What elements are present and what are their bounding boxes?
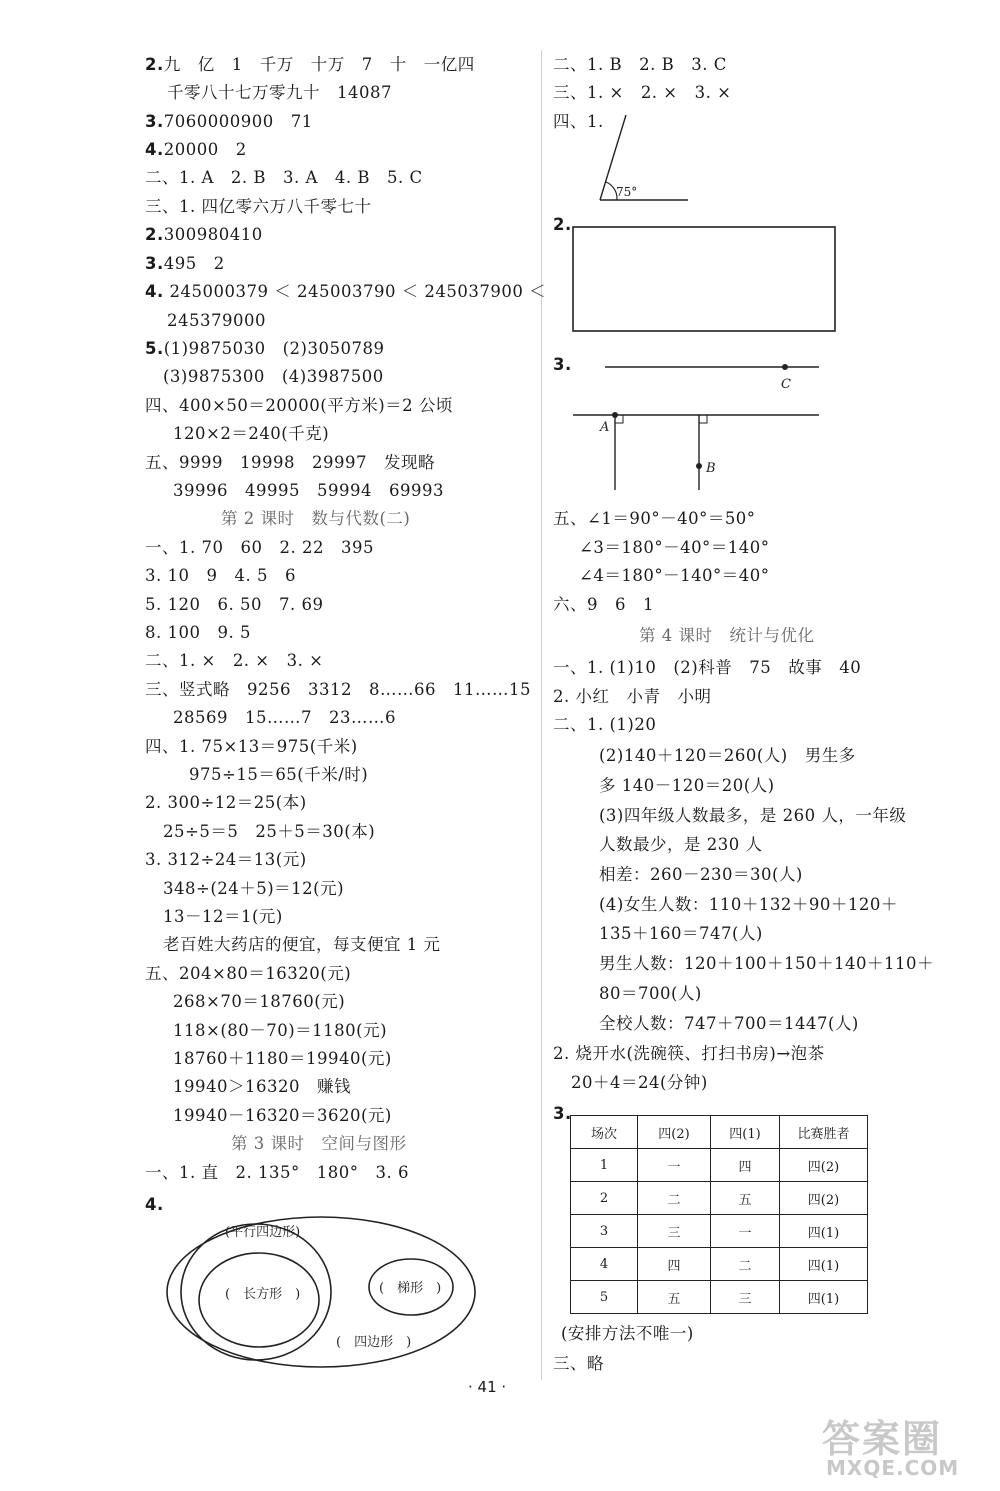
- answer-line: 人数最少，是 230 人: [599, 835, 763, 854]
- answer-line: 四、400×50＝20000(平方米)＝2 公顷: [145, 396, 453, 415]
- table-cell: 2: [571, 1182, 638, 1215]
- watermark-logo: 答案圈: [822, 1417, 943, 1461]
- table-header: 四(1): [711, 1116, 780, 1149]
- point-c: [782, 364, 788, 370]
- answer-line: 19940－16320＝3620(元): [173, 1106, 392, 1125]
- answer-line: 3. 10 9 4. 5 6: [145, 566, 296, 585]
- answer-line: 4. 245000379 ＜ 245003790 ＜ 245037900 ＜: [145, 282, 547, 301]
- label-b: B: [706, 461, 716, 476]
- trapezoid-label: ( 梯形 ): [379, 1281, 442, 1296]
- table-header: 四(2): [638, 1116, 711, 1149]
- answer-line: 19940＞16320 赚钱: [173, 1077, 351, 1096]
- answer-line: 2.300980410: [145, 225, 263, 244]
- item-number: 5.: [145, 339, 164, 358]
- answer-line: (2)140＋120＝260(人) 男生多: [599, 746, 856, 765]
- answer-line: 25÷5＝5 25＋5＝30(本): [163, 822, 376, 841]
- answer-line: 2. 小红 小青 小明: [553, 687, 712, 706]
- answer-line: 3.7060000900 71: [145, 112, 313, 131]
- answer-line: 一、1. 直 2. 135° 180° 3. 6: [145, 1163, 409, 1182]
- answer-line: 118×(80－70)＝1180(元): [173, 1021, 388, 1040]
- answer-line: 245379000: [167, 311, 266, 330]
- label-c: C: [781, 377, 791, 392]
- item-number: 3.: [553, 355, 572, 374]
- table-cell: 四(1): [780, 1281, 868, 1314]
- answer-line: 三、竖式略 9256 3312 8……66 11……15: [145, 680, 531, 699]
- table-cell: 3: [571, 1215, 638, 1248]
- answer-line: 四、1. 75×13＝975(千米): [145, 737, 358, 756]
- table-cell: 5: [571, 1281, 638, 1314]
- item-number: 3.: [145, 254, 164, 273]
- table-cell: 四: [711, 1149, 780, 1182]
- answer-line: 18760＋1180＝19940(元): [173, 1049, 392, 1068]
- answer-line: 20＋4＝24(分钟): [571, 1073, 708, 1092]
- answer-line: 四、1.: [553, 112, 604, 131]
- table-cell: 四(1): [780, 1215, 868, 1248]
- answer-line: 一、1. (1)10 (2)科普 75 故事 40: [553, 658, 862, 677]
- answer-line: 348÷(24＋5)＝12(元): [163, 879, 345, 898]
- quadrilateral-label: ( 四边形 ): [336, 1335, 412, 1350]
- table-row: [571, 1248, 868, 1281]
- answer-line: 五、9999 19998 29997 发现略: [145, 453, 435, 472]
- table-cell: 五: [638, 1281, 711, 1314]
- answer-line: 千零八十七万零九十 14087: [167, 83, 392, 102]
- page-number: · 41 ·: [468, 1378, 507, 1396]
- answer-line: 13－12＝1(元): [163, 907, 283, 926]
- table-cell: 二: [711, 1248, 780, 1281]
- answer-line: 80＝700(人): [599, 984, 702, 1003]
- item-number: 2.: [145, 225, 164, 244]
- answer-line: 男生人数：120＋100＋150＋140＋110＋: [599, 954, 934, 973]
- item-number: 4.: [145, 1195, 164, 1214]
- item-number: 2.: [145, 55, 164, 74]
- table-header: 场次: [571, 1116, 638, 1149]
- section-title: 第 2 课时 数与代数(二): [221, 509, 411, 528]
- perpendicular-lines-figure: [573, 360, 823, 495]
- answer-line: 五、204×80＝16320(元): [145, 964, 352, 983]
- answer-line: 120×2＝240(千克): [173, 424, 330, 443]
- answer-line: 五、∠1＝90°－40°＝50°: [553, 509, 756, 528]
- item-number: 2.: [553, 215, 572, 234]
- answer-line: (3)9875300 (4)3987500: [163, 367, 384, 386]
- answer-line: 3.495 2: [145, 254, 225, 273]
- answer-line: ∠3＝180°－40°＝140°: [579, 538, 770, 557]
- item-number: 3.: [145, 112, 164, 131]
- answer-line: 二、1. (1)20: [553, 715, 657, 734]
- table-cell: 二: [638, 1182, 711, 1215]
- section-title: 第 3 课时 空间与图形: [231, 1134, 407, 1153]
- quadrilateral-venn-diagram: [161, 1212, 481, 1372]
- table-row: [571, 1215, 868, 1248]
- match-schedule-table: [570, 1115, 868, 1314]
- table-cell: 4: [571, 1248, 638, 1281]
- angle-label: 75°: [616, 185, 638, 199]
- parallelogram-label: (平行四边形): [225, 1225, 301, 1240]
- answer-line: 39996 49995 59994 69993: [173, 481, 444, 500]
- answer-line: 3. 312÷24＝13(元): [145, 850, 307, 869]
- answer-line: 相差：260－230＝30(人): [599, 865, 803, 884]
- table-cell: 四(2): [780, 1149, 868, 1182]
- table-row: [571, 1149, 868, 1182]
- table-cell: 四(1): [780, 1248, 868, 1281]
- answer-line: 8. 100 9. 5: [145, 623, 251, 642]
- rectangle-shape: [573, 227, 835, 331]
- answer-line: 一、1. 70 60 2. 22 395: [145, 538, 374, 557]
- item-number: 4.: [145, 282, 164, 301]
- answer-line: 2. 300÷12＝25(本): [145, 793, 307, 812]
- answer-line: 三、1. × 2. × 3. ×: [553, 83, 732, 102]
- point-b: [696, 463, 702, 469]
- answer-line: 三、略: [553, 1354, 604, 1373]
- table-cell: 三: [711, 1281, 780, 1314]
- answer-line: 135＋160＝747(人): [599, 924, 763, 943]
- table-cell: 三: [638, 1215, 711, 1248]
- watermark-url: MXQE.COM: [826, 1456, 960, 1480]
- answer-line: 二、1. A 2. B 3. A 4. B 5. C: [145, 168, 423, 187]
- angle-75-figure: [593, 110, 703, 205]
- answer-line: 多 140－120＝20(人): [599, 776, 775, 795]
- section-title: 第 4 课时 统计与优化: [639, 626, 815, 645]
- item-number: 4.: [145, 140, 164, 159]
- column-divider: [541, 50, 542, 1380]
- table-cell: 一: [711, 1215, 780, 1248]
- answer-line: 全校人数：747＋700＝1447(人): [599, 1014, 859, 1033]
- answer-line: 268×70＝18760(元): [173, 992, 346, 1011]
- answer-line: 5. 120 6. 50 7. 69: [145, 595, 324, 614]
- answer-line: 三、1. 四亿零六万八千零七十: [145, 197, 372, 216]
- table-row: [571, 1281, 868, 1314]
- table-header: 比赛胜者: [780, 1116, 868, 1149]
- answer-line: 2. 烧开水(洗碗筷、打扫书房)→泡茶: [553, 1044, 825, 1063]
- table-cell: 五: [711, 1182, 780, 1215]
- answer-line: 2.九 亿 1 千万 十万 7 十 一亿四: [145, 55, 475, 74]
- point-a: [612, 412, 618, 418]
- answer-line: 六、9 6 1: [553, 595, 654, 614]
- table-cell: 四(2): [780, 1182, 868, 1215]
- answer-line: 老百姓大药店的便宜，每支便宜 1 元: [163, 935, 441, 954]
- rectangle-label: ( 长方形 ): [225, 1287, 301, 1302]
- answer-line: ∠4＝180°－140°＝40°: [579, 566, 770, 585]
- answer-line: (4)女生人数：110＋132＋90＋120＋: [599, 895, 898, 914]
- answer-line: 5.(1)9875030 (2)3050789: [145, 339, 385, 358]
- rectangle-drawing: [571, 225, 839, 335]
- answer-line: 二、1. B 2. B 3. C: [553, 55, 727, 74]
- table-cell: 一: [638, 1149, 711, 1182]
- answer-line: 二、1. × 2. × 3. ×: [145, 651, 324, 670]
- table-cell: 四: [638, 1248, 711, 1281]
- table-row: [571, 1182, 868, 1215]
- answer-line: 4.20000 2: [145, 140, 247, 159]
- answer-line: (安排方法不唯一): [561, 1324, 694, 1343]
- answer-line: (3)四年级人数最多，是 260 人，一年级: [599, 806, 907, 825]
- answer-line: 975÷15＝65(千米/时): [189, 765, 369, 784]
- label-a: A: [600, 420, 610, 435]
- right-angle-mark-b: [699, 415, 707, 423]
- answer-line: 28569 15……7 23……6: [173, 708, 396, 727]
- table-header-row: [571, 1116, 868, 1149]
- table-cell: 1: [571, 1149, 638, 1182]
- item-number: 3.: [553, 1104, 572, 1123]
